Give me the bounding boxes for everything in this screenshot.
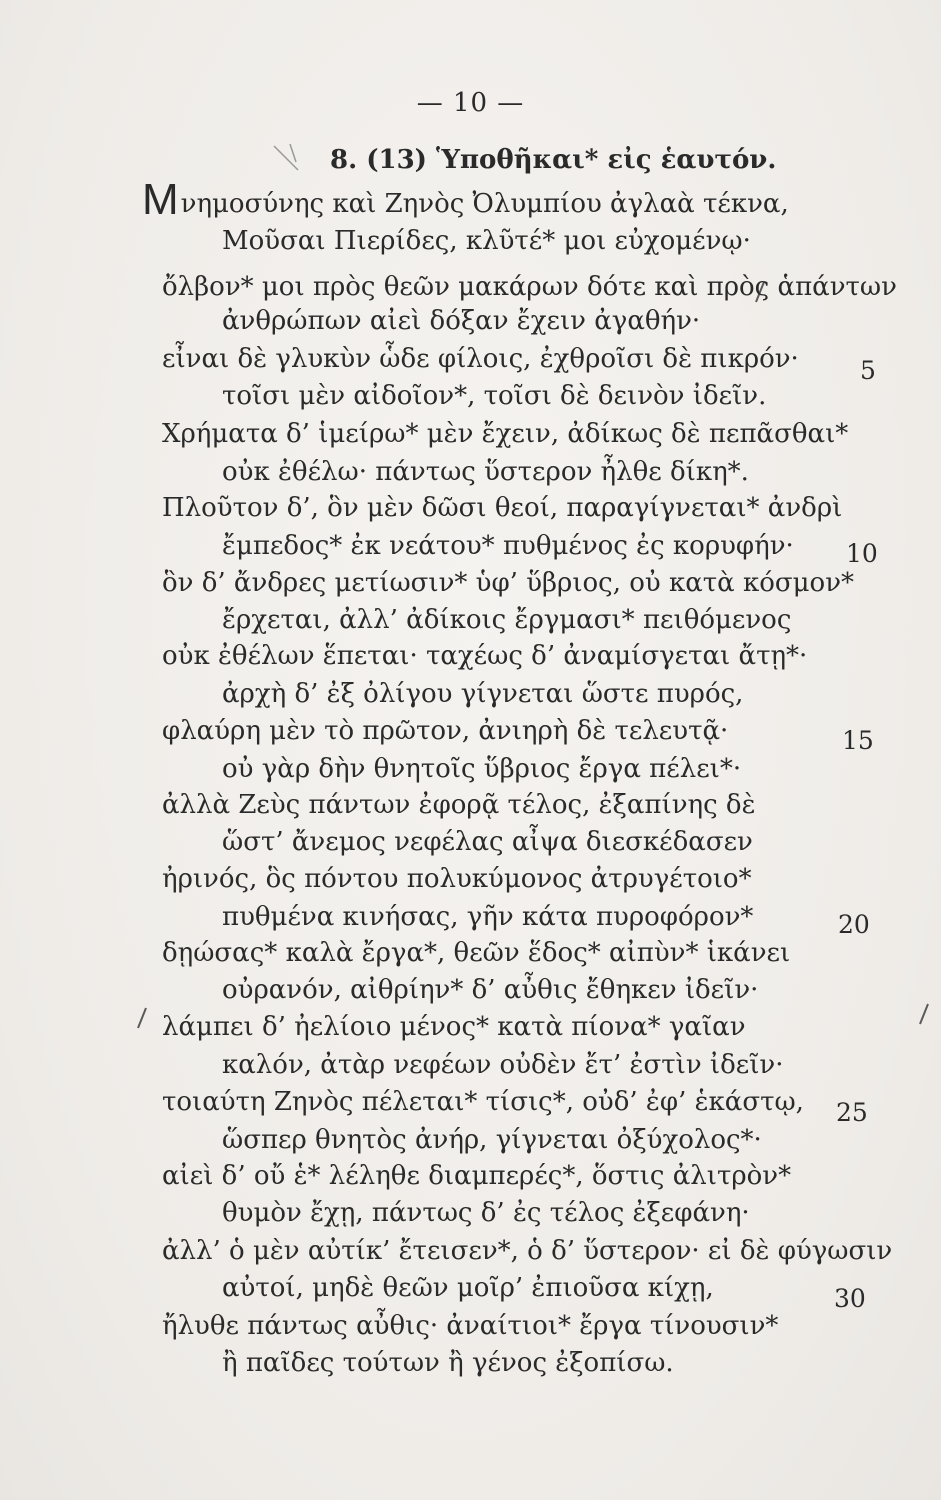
- verse-line: ὄλβον* μοι πρὸς θεῶν μακάρων δότε καὶ πρὸς ἁπάντων: [162, 272, 897, 302]
- verse-line: ἔμπεδος* ἐκ νεάτου* πυθμένος ἐς κορυφήν·: [222, 531, 794, 561]
- verse-line: ἤλυθε πάντως αὖθις· ἀναίτιοι* ἔργα τίνουσιν*: [162, 1311, 779, 1341]
- verse-line: Μοῦσαι Πιερίδες, κλῦτέ* μοι εὐχομένῳ·: [222, 226, 751, 256]
- verse-line: ἢ παῖδες τούτων ἢ γένος ἐξοπίσω.: [222, 1348, 674, 1378]
- verse-line: ἔρχεται, ἀλλ’ ἀδίκοις ἔργμασι* πειθόμενος: [222, 605, 792, 635]
- verse-line: οὐκ ἐθέλων ἕπεται· ταχέως δ’ ἀναμίσγεται ἄτῃ*·: [162, 641, 808, 671]
- verse-line: πυθμένα κινήσας, γῆν κάτα πυροφόρον*: [222, 902, 754, 932]
- drop-initial: Μ: [142, 175, 179, 224]
- line-number: 30: [834, 1284, 866, 1313]
- verse-line: λάμπει δ’ ἠελίοιο μένος* κατὰ πίονα* γαῖαν: [162, 1012, 746, 1042]
- verse-line: ὥσπερ θνητὸς ἀνήρ, γίγνεται ὀξύχολος*·: [222, 1125, 762, 1155]
- verse-line: Πλοῦτον δ’, ὃν μὲν δῶσι θεοί, παραγίγνεται* ἀνδρὶ: [162, 493, 843, 523]
- page-number: — 10 —: [416, 88, 525, 118]
- verse-line: ἀλλ’ ὁ μὲν αὐτίκ’ ἔτεισεν*, ὁ δ’ ὕστερον· εἰ δὲ φύγωσιν: [162, 1236, 893, 1266]
- verse-line: εἶναι δὲ γλυκὺν ὧδε φίλοις, ἐχθροῖσι δὲ πικρόν·: [162, 344, 799, 374]
- verse-line: [142, 175, 789, 224]
- verse-line: φλαύρη μὲν τὸ πρῶτον, ἀνιηρὴ δὲ τελευτᾷ·: [162, 716, 729, 746]
- verse-line: αἰεὶ δ’ οὔ ἑ* λέληθε διαμπερές*, ὅστις ἀλιτρὸν*: [162, 1161, 792, 1191]
- verse-line: τοῖσι μὲν αἰδοῖον*, τοῖσι δὲ δεινὸν ἰδεῖν.: [222, 381, 767, 411]
- verse-line: ἀλλὰ Ζεὺς πάντων ἐφορᾷ τέλος, ἐξαπίνης δὲ: [162, 790, 756, 820]
- verse-text: νημοσύνης καὶ Ζηνὸς Ὀλυμπίου ἀγλαὰ τέκνα,: [180, 189, 789, 219]
- verse-line: ὃν δ’ ἄνδρες μετίωσιν* ὑφ’ ὕβριος, οὐ κατὰ κόσμον*: [162, 568, 855, 598]
- verse-line: αὐτοί, μηδὲ θεῶν μοῖρ’ ἐπιοῦσα κίχῃ,: [222, 1273, 714, 1303]
- poem-heading: 8. (13) Ὑποθῆκαι* εἰς ἑαυτόν.: [330, 145, 777, 175]
- verse-line: οὐ γὰρ δὴν θνητοῖς ὕβριος ἔργα πέλει*·: [222, 754, 742, 784]
- verse-line: ἀρχὴ δ’ ἐξ ὀλίγου γίγνεται ὥστε πυρός,: [222, 679, 744, 709]
- line-number: 10: [846, 539, 878, 568]
- line-number: 20: [838, 910, 870, 939]
- verse-line: ἀνθρώπων αἰεὶ δόξαν ἔχειν ἀγαθήν·: [222, 306, 701, 336]
- verse-line: δῃώσας* καλὰ ἔργα*, θεῶν ἕδος* αἰπὺν* ἱκάνει: [162, 938, 791, 968]
- verse-line: καλόν, ἀτὰρ νεφέων οὐδὲν ἔτ’ ἐστὶν ἰδεῖν·: [222, 1050, 784, 1080]
- line-number: 5: [860, 356, 876, 385]
- verse-line: ὥστ’ ἄνεμος νεφέλας αἶψα διεσκέδασεν: [222, 827, 753, 857]
- verse-line: ἠρινός, ὃς πόντου πολυκύμονος ἀτρυγέτοιο*: [162, 864, 752, 894]
- verse-line: Χρήματα δ’ ἱμείρω* μὲν ἔχειν, ἀδίκως δὲ πεπᾶσθαι*: [162, 419, 849, 449]
- verse-line: οὐρανόν, αἰθρίην* δ’ αὖθις ἔθηκεν ἰδεῖν·: [222, 975, 759, 1005]
- line-number: 15: [842, 726, 874, 755]
- verse-line: οὐκ ἐθέλω· πάντως ὕστερον ἦλθε δίκη*.: [222, 457, 749, 487]
- verse-line: θυμὸν ἔχῃ, πάντως δ’ ἐς τέλος ἐξεφάνη·: [222, 1198, 750, 1228]
- verse-line: τοιαύτη Ζηνὸς πέλεται* τίσις*, οὐδ’ ἐφ’ ἑκάστῳ,: [162, 1087, 804, 1117]
- line-number: 25: [836, 1098, 868, 1127]
